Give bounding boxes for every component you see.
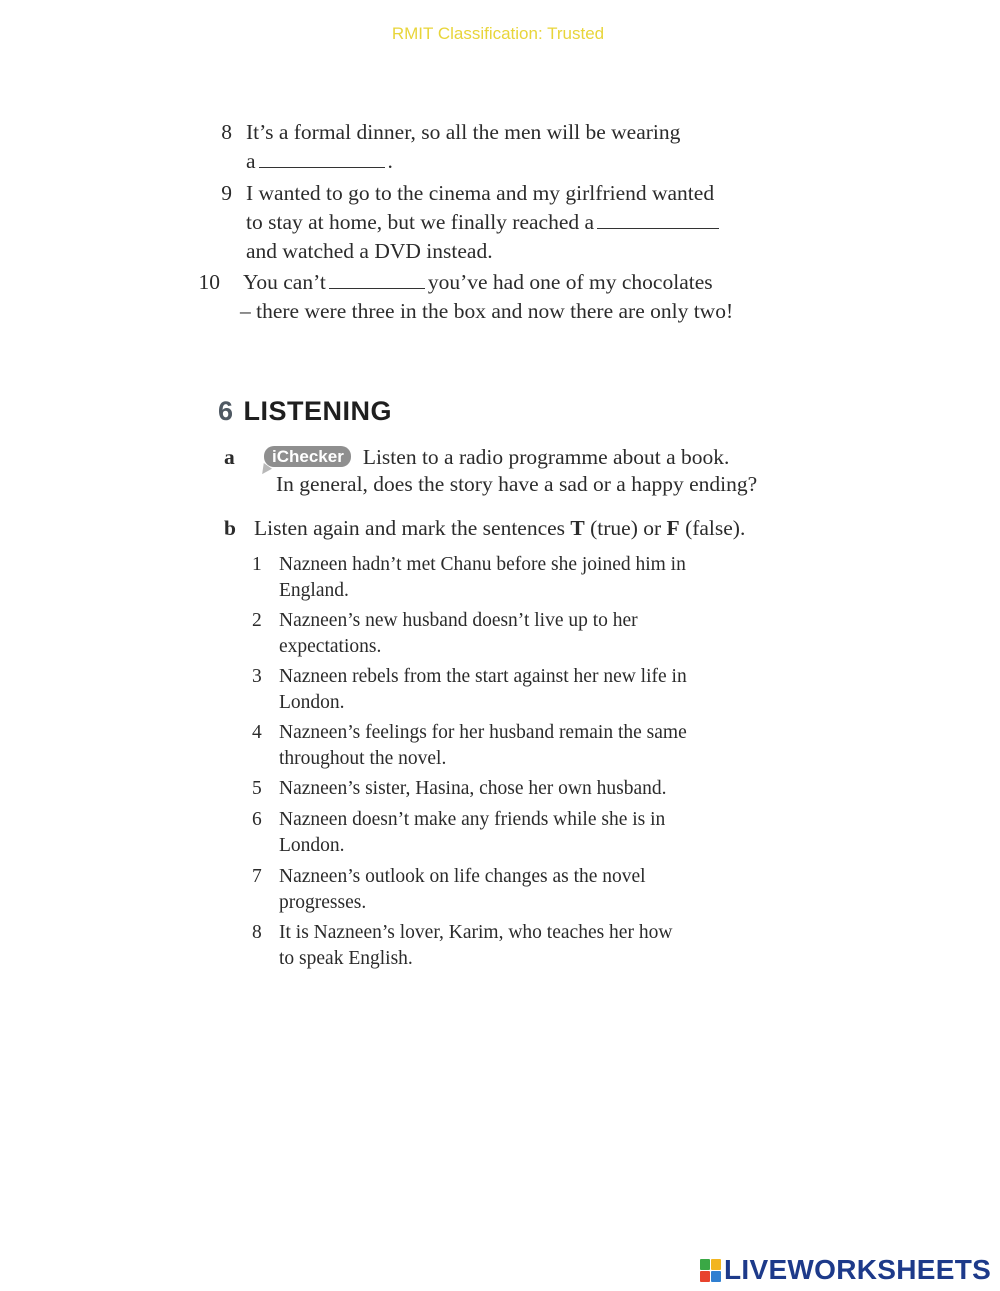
exercise-text: and watched a DVD instead. xyxy=(246,239,493,263)
item-text: to speak English. xyxy=(279,948,413,969)
item-number: 1 xyxy=(252,554,262,575)
item-text: England. xyxy=(279,580,349,601)
answer-blank[interactable] xyxy=(329,288,425,289)
item-text: throughout the novel. xyxy=(279,748,447,769)
exercise-number: 9 xyxy=(221,181,232,205)
item-number: 2 xyxy=(252,610,262,631)
tf-item[interactable] xyxy=(252,720,772,772)
section-title xyxy=(218,396,392,427)
part-a xyxy=(224,444,757,498)
item-text: London. xyxy=(279,835,345,856)
liveworksheets-logo[interactable] xyxy=(700,1255,991,1285)
part-b-instruction xyxy=(254,515,745,542)
false-letter: F xyxy=(666,516,680,540)
part-letter: a xyxy=(224,445,235,469)
exercise-text: I wanted to go to the cinema and my girlfriend wanted xyxy=(246,181,715,205)
tf-item[interactable] xyxy=(252,552,772,604)
item-number: 5 xyxy=(252,778,262,799)
part-a-text: Listen to a radio programme about a book. xyxy=(362,445,730,469)
item-text: Nazneen’s new husband doesn’t live up to her xyxy=(279,610,638,631)
logo-square xyxy=(711,1271,721,1282)
classification-label: RMIT Classification: Trusted xyxy=(391,24,605,43)
item-number: 3 xyxy=(252,666,262,687)
tf-item[interactable] xyxy=(252,608,772,660)
logo-square xyxy=(700,1259,710,1270)
exercise-text: It’s a formal dinner, so all the men will be wearing xyxy=(246,120,681,144)
ichecker-label: iChecker xyxy=(272,447,344,466)
item-text: Nazneen rebels from the start against her new life in xyxy=(279,666,687,687)
part-a-text-2: In general, does the story have a sad or a happy ending? xyxy=(276,472,758,496)
section-number: 6 xyxy=(218,396,234,426)
ichecker-badge[interactable] xyxy=(264,446,351,467)
item-text: It is Nazneen’s lover, Karim, who teaches her how xyxy=(279,922,673,943)
exercise-item xyxy=(204,118,680,176)
part-b xyxy=(224,515,745,542)
badge-tail-icon xyxy=(258,463,272,477)
part-letter: b xyxy=(224,516,236,540)
logo-square xyxy=(711,1259,721,1270)
logo-text: LIVEWORKSHEETS xyxy=(724,1254,992,1285)
instruction-text: (false). xyxy=(679,516,746,540)
exercise-text: . xyxy=(387,149,393,173)
tf-item[interactable] xyxy=(252,807,772,859)
item-text: progresses. xyxy=(279,892,367,913)
exercise-item xyxy=(204,179,722,266)
item-text: London. xyxy=(279,692,345,713)
answer-blank[interactable] xyxy=(597,228,719,229)
item-text: Nazneen’s outlook on life changes as the novel xyxy=(279,866,646,887)
tf-item[interactable] xyxy=(252,664,772,716)
true-letter: T xyxy=(570,516,585,540)
tf-item[interactable] xyxy=(252,776,772,802)
exercise-number: 8 xyxy=(221,120,232,144)
exercise-text: a xyxy=(246,149,256,173)
tf-item[interactable] xyxy=(252,864,772,916)
logo-square xyxy=(700,1271,710,1282)
item-number: 6 xyxy=(252,809,262,830)
exercise-text: You can’t xyxy=(243,270,326,294)
item-number: 7 xyxy=(252,866,262,887)
logo-mark-icon xyxy=(700,1259,721,1282)
item-text: Nazneen doesn’t make any friends while she is in xyxy=(279,809,666,830)
tf-item[interactable] xyxy=(252,920,772,972)
exercise-item xyxy=(198,268,734,326)
exercise-text: you’ve had one of my chocolates xyxy=(427,270,713,294)
instruction-text: (true) or xyxy=(584,516,667,540)
item-number: 4 xyxy=(252,722,262,743)
answer-blank[interactable] xyxy=(259,167,385,168)
exercise-text: to stay at home, but we finally reached a xyxy=(246,210,595,234)
item-text: expectations. xyxy=(279,636,382,657)
exercise-text: – there were three in the box and now there are only two! xyxy=(240,299,734,323)
item-text: Nazneen’s feelings for her husband remain the same xyxy=(279,722,687,743)
exercise-number: 10 xyxy=(198,270,220,294)
item-text: Nazneen’s sister, Hasina, chose her own husband. xyxy=(279,778,667,799)
item-number: 8 xyxy=(252,922,262,943)
instruction-text: Listen again and mark the sentences xyxy=(254,516,571,540)
section-heading: LISTENING xyxy=(243,396,393,426)
item-text: Nazneen hadn’t met Chanu before she joined him in xyxy=(279,554,686,575)
